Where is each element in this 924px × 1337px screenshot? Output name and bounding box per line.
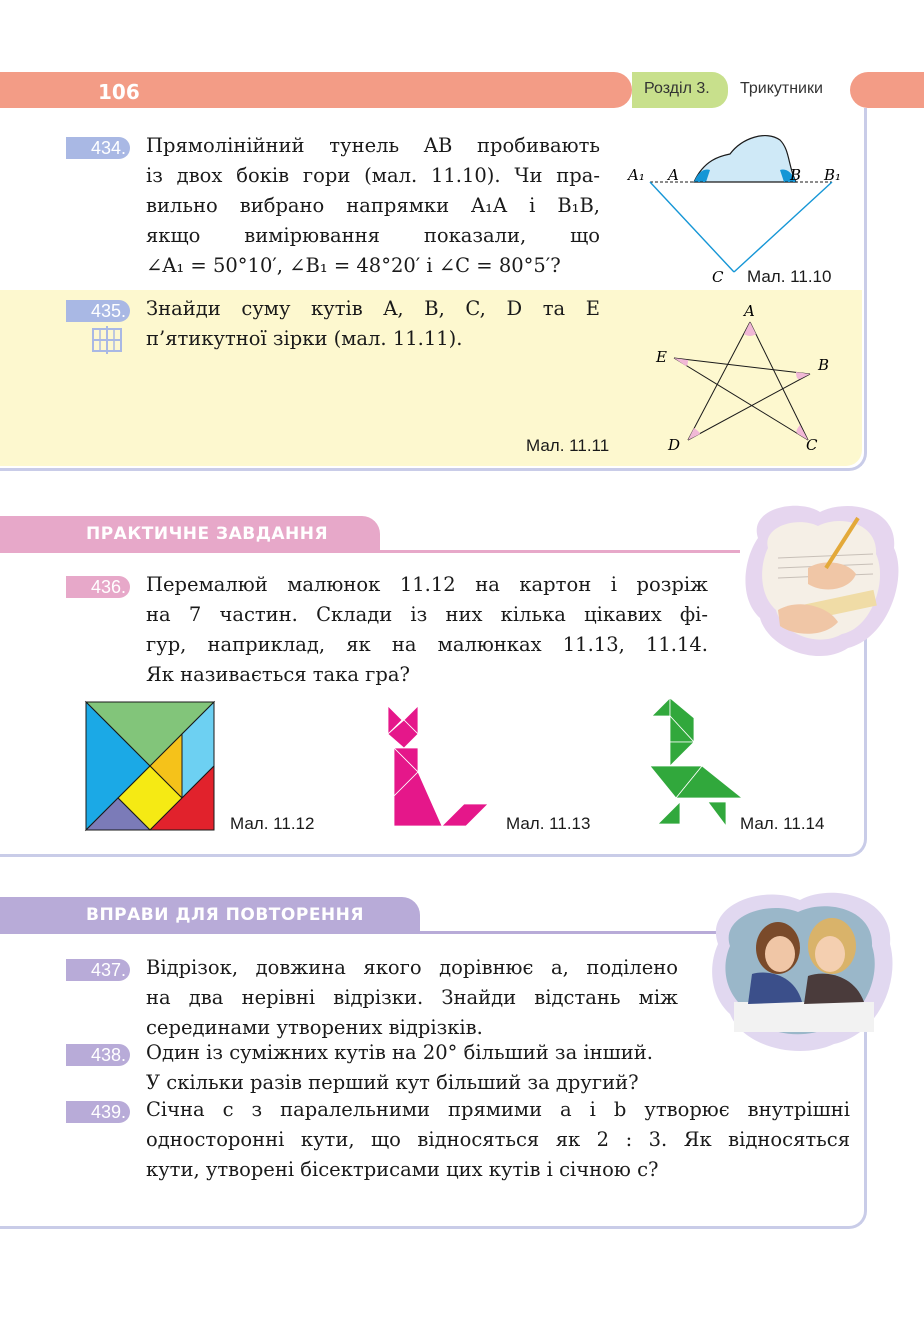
problem-434-line: вильно вибрано напрямки A₁A і B₁B, (146, 194, 600, 217)
caption-11-11: Мал. 11.11 (526, 436, 610, 455)
caption-11-12: Мал. 11.12 (230, 814, 315, 833)
problem-439-line: Січна c з паралельними прямими a і b утворює внутрішні (146, 1098, 850, 1121)
problem-438-line: Один із суміжних кутів на 20° більший за інший. (146, 1041, 653, 1064)
problem-436-text (146, 570, 708, 690)
problem-439-line: односторонні кути, що відносяться як 2 : 3. Як відносяться (146, 1128, 850, 1151)
figure-11-14-bird (646, 694, 746, 828)
problem-number-434: 434. (66, 137, 130, 159)
problem-number-438: 438. (66, 1044, 130, 1066)
problem-435-line: п’ятикутної зірки (мал. 11.11). (146, 327, 463, 350)
practical-section-rule (0, 550, 740, 553)
problem-434-line: якщо вимірювання показали, що (146, 224, 600, 247)
problem-434-line: Прямолінійний тунель AB пробивають (146, 134, 600, 157)
problem-434-line: із двох боків гори (мал. 11.10). Чи пра- (146, 164, 600, 187)
header-bar-right (850, 72, 924, 108)
problem-436-line: на 7 частин. Склади із них кілька цікавих фі- (146, 603, 708, 626)
problem-437-text (146, 953, 678, 1043)
star-label-d: D (668, 436, 681, 454)
caption-11-13: Мал. 11.13 (506, 814, 591, 833)
problem-number-436: 436. (66, 576, 130, 598)
problem-number-437: 437. (66, 959, 130, 981)
label-b: B (790, 166, 802, 184)
practical-section-title: ПРАКТИЧНЕ ЗАВДАННЯ (86, 524, 329, 544)
caption-11-14: Мал. 11.14 (740, 814, 825, 833)
problem-434-line: ∠A₁ = 50°10′, ∠B₁ = 48°20′ і ∠C = 80°5′? (146, 254, 561, 277)
label-c: C (712, 268, 724, 286)
label-a1: A₁ (628, 166, 645, 184)
problem-437-line: серединами утворених відрізків. (146, 1016, 483, 1039)
problem-434-text (146, 131, 600, 281)
header-bar (0, 72, 632, 108)
figure-11-12-tangram (84, 700, 216, 832)
problem-439-text (146, 1095, 850, 1185)
chapter-title: Трикутники (740, 80, 823, 97)
figure-11-13-cat (384, 704, 494, 832)
angle-d-mark (688, 428, 700, 440)
problem-437-line: на два нерівні відрізки. Знайди відстань між (146, 986, 678, 1009)
star-label-b: B (818, 356, 830, 374)
figure-11-10-tunnel (620, 130, 860, 290)
photo-writing-hand (738, 498, 902, 660)
problem-number-435: 435. (66, 300, 130, 322)
problem-438-text (146, 1038, 766, 1098)
problem-437-line: Відрізок, довжина якого дорівнює a, поділено (146, 956, 678, 979)
figure-11-11-star (650, 300, 850, 460)
problem-436-line: гур, наприклад, як на малюнках 11.13, 11.14. (146, 633, 708, 656)
problem-435-text (146, 294, 600, 354)
ray-b1-c (734, 182, 832, 272)
problem-436-line: Перемалюй малюнок 11.12 на картон і розріж (146, 573, 708, 596)
problem-439-line: кути, утворені бісектрисами цих кутів і січною c? (146, 1158, 659, 1181)
problem-number-439: 439. (66, 1101, 130, 1123)
label-b1: B₁ (824, 166, 842, 184)
chapter-label: Розділ 3. (644, 80, 710, 97)
review-section-rule (0, 931, 720, 934)
problem-438-line: У скільки разів перший кут більший за другий? (146, 1071, 639, 1094)
grid-icon (90, 326, 124, 354)
caption-11-10: Мал. 11.10 (747, 267, 832, 286)
star-label-c: C (806, 436, 818, 454)
star-label-e: E (656, 348, 667, 366)
photo-students (704, 884, 896, 1056)
page-number: 106 (98, 80, 140, 104)
ray-a1-c (650, 182, 734, 272)
star-label-a: A (744, 302, 755, 320)
mountain-shape (694, 136, 796, 182)
review-section-title: ВПРАВИ ДЛЯ ПОВТОРЕННЯ (86, 905, 364, 925)
label-a: A (668, 166, 679, 184)
problem-435-line: Знайди суму кутів A, B, C, D та E (146, 297, 600, 320)
problem-436-line: Як називається така гра? (146, 663, 410, 686)
